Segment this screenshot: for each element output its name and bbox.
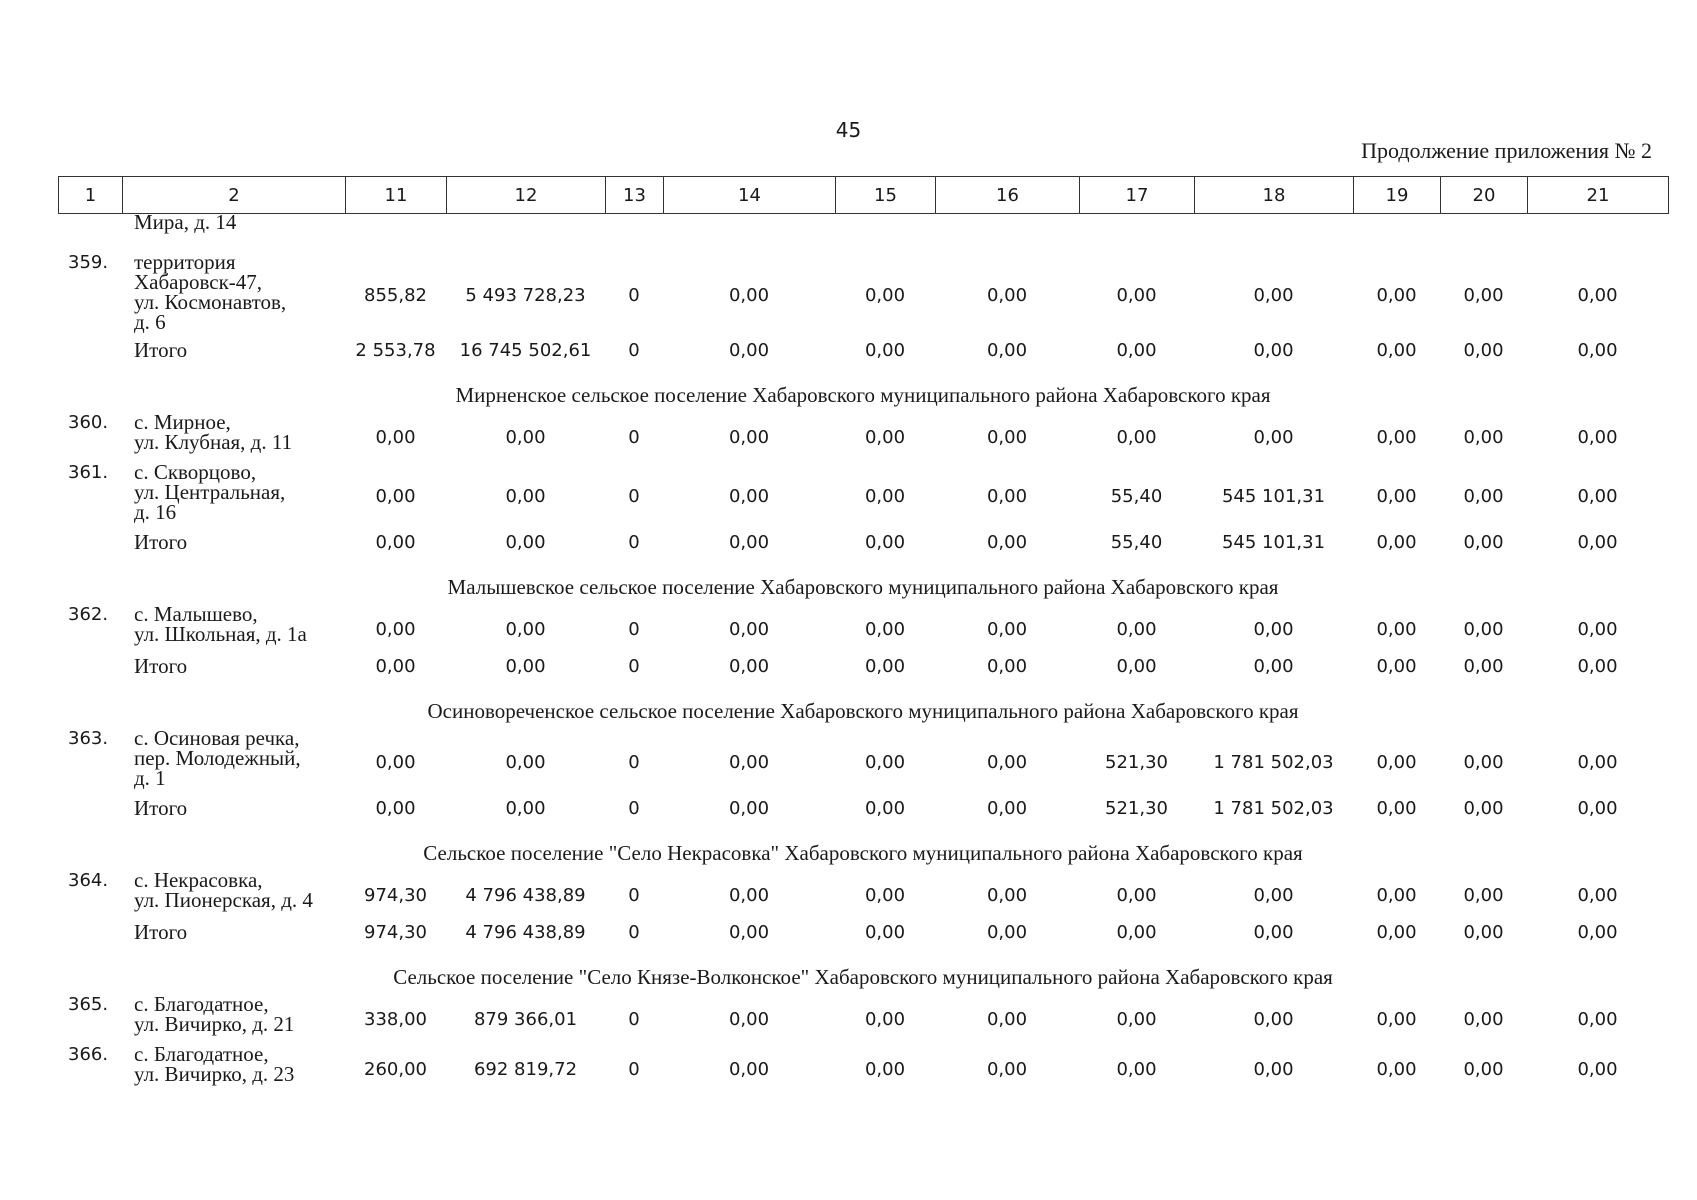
total-row [58, 920, 1668, 960]
value-col-16: 0,00 [986, 1008, 1028, 1030]
table-row [58, 728, 1668, 796]
value-col-12: 879 366,01 [473, 1008, 578, 1030]
value-col-15: 0,00 [864, 340, 906, 361]
section-title: Осиновореченское сельское поселение Хабаровского муниципального района Хабаровского края [427, 698, 1299, 723]
row-number: 360. [68, 412, 109, 433]
row-number: 359. [68, 252, 109, 273]
table-row [58, 870, 1668, 920]
value-col-20: 0,00 [1463, 618, 1504, 640]
value-col-11: 2 553,78 [355, 340, 436, 361]
value-col-17: 55,40 [1110, 532, 1163, 553]
value-col-20: 0,00 [1463, 656, 1504, 677]
value-col-16: 0,00 [986, 656, 1028, 677]
value-col-21: 0,00 [1577, 284, 1618, 306]
value-col-12: 0,00 [505, 532, 546, 553]
value-col-11: 0,00 [375, 532, 416, 553]
value-col-18: 1 781 502,03 [1213, 751, 1334, 773]
section-header-row [58, 836, 1668, 870]
value-col-19: 0,00 [1376, 798, 1417, 819]
table-row [58, 462, 1668, 530]
value-col-21: 0,00 [1577, 532, 1618, 553]
column-header-2: 2 [123, 177, 346, 214]
value-col-16: 0,00 [986, 1058, 1028, 1080]
table-row [58, 994, 1668, 1044]
value-col-15: 0,00 [864, 884, 906, 906]
value-col-21: 0,00 [1577, 485, 1618, 507]
row-number-empty [58, 796, 122, 836]
value-col-21: 0,00 [1577, 1008, 1618, 1030]
value-col-20: 0,00 [1463, 532, 1504, 553]
value-col-12: 5 493 728,23 [465, 284, 586, 306]
value-col-20: 0,00 [1463, 340, 1504, 361]
value-col-11: 260,00 [364, 1058, 427, 1080]
value-col-21: 0,00 [1577, 922, 1618, 943]
value-col-21: 0,00 [1577, 751, 1618, 773]
value-col-13: 0 [628, 426, 640, 448]
value-col-15: 0,00 [864, 922, 906, 943]
appendix-continuation-note: Продолжение приложения № 2 [1361, 138, 1652, 163]
total-row [58, 796, 1668, 836]
value-col-20: 0,00 [1463, 426, 1504, 448]
value-col-18: 0,00 [1253, 656, 1294, 677]
value-col-15: 0,00 [864, 618, 906, 640]
table-row [58, 252, 1668, 338]
value-col-20: 0,00 [1463, 284, 1504, 306]
value-col-12: 0,00 [505, 656, 546, 677]
value-col-18: 0,00 [1253, 426, 1294, 448]
value-col-21: 0,00 [1577, 618, 1618, 640]
column-number-header [58, 176, 1669, 214]
value-col-16: 0,00 [986, 485, 1028, 507]
column-header-11: 11 [346, 177, 447, 214]
value-col-18: 0,00 [1253, 922, 1294, 943]
column-header-15: 15 [836, 177, 936, 214]
row-number-empty [58, 654, 122, 694]
value-col-18: 545 101,31 [1221, 532, 1326, 553]
value-col-13: 0 [628, 751, 640, 773]
total-label: Итого [134, 920, 188, 944]
row-number-empty [58, 530, 122, 570]
value-col-12: 16 745 502,61 [459, 340, 592, 361]
row-number: 366. [68, 1044, 109, 1065]
value-col-13: 0 [628, 884, 640, 906]
value-col-17: 0,00 [1116, 884, 1157, 906]
row-number-empty [58, 338, 122, 378]
value-col-16: 0,00 [986, 884, 1028, 906]
value-col-15: 0,00 [864, 751, 906, 773]
value-col-11: 974,30 [364, 884, 427, 906]
value-col-14: 0,00 [728, 884, 770, 906]
value-col-19: 0,00 [1376, 284, 1417, 306]
value-col-18: 0,00 [1253, 1008, 1294, 1030]
section-title: Малышевское сельское поселение Хабаровского муниципального района Хабаровского края [447, 574, 1279, 599]
value-col-12: 692 819,72 [473, 1058, 578, 1080]
value-col-14: 0,00 [728, 922, 770, 943]
total-label: Итого [134, 796, 188, 820]
value-col-13: 0 [628, 798, 640, 819]
value-col-21: 0,00 [1577, 884, 1618, 906]
column-header-21: 21 [1528, 177, 1669, 214]
data-table [58, 212, 1668, 1094]
value-col-21: 0,00 [1577, 426, 1618, 448]
continuation-address: Мира, д. 14 [134, 210, 237, 234]
total-label: Итого [134, 530, 188, 554]
value-col-14: 0,00 [728, 1058, 770, 1080]
column-header-12: 12 [447, 177, 606, 214]
total-label: Итого [134, 338, 188, 362]
column-header-19: 19 [1354, 177, 1441, 214]
value-col-14: 0,00 [728, 1008, 770, 1030]
column-header-14: 14 [664, 177, 836, 214]
value-col-20: 0,00 [1463, 1058, 1504, 1080]
value-col-17: 521,30 [1105, 751, 1168, 773]
column-header-17: 17 [1080, 177, 1195, 214]
column-header-13: 13 [606, 177, 664, 214]
value-col-15: 0,00 [864, 798, 906, 819]
value-col-17: 521,30 [1105, 798, 1168, 819]
value-col-17: 0,00 [1116, 284, 1157, 306]
value-col-11: 855,82 [364, 284, 427, 306]
value-col-13: 0 [628, 284, 640, 306]
address-cell: с. Благодатное, ул. Вичирко, д. 23 [134, 1042, 295, 1086]
value-col-17: 0,00 [1116, 922, 1157, 943]
value-col-20: 0,00 [1463, 1008, 1504, 1030]
value-col-17: 55,40 [1110, 485, 1163, 507]
value-col-11: 0,00 [375, 798, 416, 819]
value-col-15: 0,00 [864, 1058, 906, 1080]
address-cell: с. Некрасовка, ул. Пионерская, д. 4 [134, 868, 313, 912]
value-col-15: 0,00 [864, 532, 906, 553]
total-row [58, 654, 1668, 694]
value-col-11: 0,00 [375, 751, 416, 773]
value-col-16: 0,00 [986, 922, 1028, 943]
value-col-13: 0 [628, 532, 640, 553]
value-col-11: 0,00 [375, 618, 416, 640]
column-header-18: 18 [1195, 177, 1354, 214]
value-col-11: 0,00 [375, 485, 416, 507]
value-col-16: 0,00 [986, 618, 1028, 640]
value-col-20: 0,00 [1463, 751, 1504, 773]
value-col-12: 0,00 [505, 426, 546, 448]
value-col-14: 0,00 [728, 532, 770, 553]
value-col-15: 0,00 [864, 426, 906, 448]
address-cell: с. Малышево, ул. Школьная, д. 1а [134, 602, 307, 646]
value-col-19: 0,00 [1376, 340, 1417, 361]
value-col-14: 0,00 [728, 798, 770, 819]
value-col-17: 0,00 [1116, 1008, 1157, 1030]
value-col-12: 0,00 [505, 618, 546, 640]
value-col-18: 0,00 [1253, 284, 1294, 306]
value-col-13: 0 [628, 1058, 640, 1080]
value-col-19: 0,00 [1376, 884, 1417, 906]
address-cell: с. Благодатное, ул. Вичирко, д. 21 [134, 992, 295, 1036]
value-col-18: 1 781 502,03 [1213, 798, 1334, 819]
total-row [58, 530, 1668, 570]
section-header-row [58, 378, 1668, 412]
column-header-16: 16 [936, 177, 1080, 214]
value-col-12: 0,00 [505, 485, 546, 507]
value-col-19: 0,00 [1376, 485, 1417, 507]
value-col-16: 0,00 [986, 751, 1028, 773]
value-col-15: 0,00 [864, 284, 906, 306]
value-col-14: 0,00 [728, 618, 770, 640]
table-row [58, 1044, 1668, 1094]
row-number: 361. [68, 462, 109, 483]
value-col-13: 0 [628, 340, 640, 361]
value-col-19: 0,00 [1376, 751, 1417, 773]
header-row [59, 177, 1669, 214]
row-number: 364. [68, 870, 109, 891]
section-header-row [58, 694, 1668, 728]
address-cell: с. Мирное, ул. Клубная, д. 11 [134, 410, 293, 454]
value-col-11: 974,30 [364, 922, 427, 943]
value-col-19: 0,00 [1376, 1008, 1417, 1030]
value-col-21: 0,00 [1577, 340, 1618, 361]
value-col-13: 0 [628, 1008, 640, 1030]
column-header-1: 1 [59, 177, 123, 214]
value-col-15: 0,00 [864, 1008, 906, 1030]
value-col-21: 0,00 [1577, 1058, 1618, 1080]
value-col-11: 0,00 [375, 426, 416, 448]
value-col-12: 0,00 [505, 751, 546, 773]
value-col-13: 0 [628, 618, 640, 640]
value-col-19: 0,00 [1376, 922, 1417, 943]
column-header-20: 20 [1441, 177, 1528, 214]
value-col-19: 0,00 [1376, 656, 1417, 677]
continuation-row [58, 212, 1668, 252]
value-col-17: 0,00 [1116, 340, 1157, 361]
section-title: Мирненское сельское поселение Хабаровского муниципального района Хабаровского края [455, 382, 1271, 407]
value-col-19: 0,00 [1376, 532, 1417, 553]
total-label: Итого [134, 654, 188, 678]
row-number: 363. [68, 728, 109, 749]
section-header-row [58, 570, 1668, 604]
value-col-18: 0,00 [1253, 618, 1294, 640]
value-col-14: 0,00 [728, 656, 770, 677]
value-col-17: 0,00 [1116, 1058, 1157, 1080]
value-col-20: 0,00 [1463, 884, 1504, 906]
value-col-18: 0,00 [1253, 1058, 1294, 1080]
value-col-13: 0 [628, 656, 640, 677]
value-col-16: 0,00 [986, 340, 1028, 361]
value-col-15: 0,00 [864, 656, 906, 677]
value-col-16: 0,00 [986, 798, 1028, 819]
value-col-20: 0,00 [1463, 798, 1504, 819]
value-col-12: 0,00 [505, 798, 546, 819]
address-cell: с. Скворцово, ул. Центральная, д. 16 [134, 460, 286, 524]
value-col-14: 0,00 [728, 340, 770, 361]
value-col-12: 4 796 438,89 [465, 884, 586, 906]
value-col-21: 0,00 [1577, 656, 1618, 677]
value-col-14: 0,00 [728, 751, 770, 773]
page-number: 45 [835, 118, 862, 142]
table-row [58, 412, 1668, 462]
value-col-17: 0,00 [1116, 618, 1157, 640]
section-title: Сельское поселение "Село Князе-Волконское" Хабаровского муниципального района Хабаровского края [393, 964, 1333, 989]
value-col-19: 0,00 [1376, 426, 1417, 448]
value-col-12: 4 796 438,89 [465, 922, 586, 943]
value-col-18: 545 101,31 [1221, 485, 1326, 507]
value-col-19: 0,00 [1376, 1058, 1417, 1080]
value-col-11: 338,00 [364, 1008, 427, 1030]
table-row [58, 604, 1668, 654]
value-col-21: 0,00 [1577, 798, 1618, 819]
value-col-18: 0,00 [1253, 340, 1294, 361]
section-title: Сельское поселение "Село Некрасовка" Хабаровского муниципального района Хабаровского края [423, 840, 1303, 865]
value-col-13: 0 [628, 922, 640, 943]
value-col-19: 0,00 [1376, 618, 1417, 640]
value-col-17: 0,00 [1116, 426, 1157, 448]
address-cell: территория Хабаровск-47, ул. Космонавтов, д. 6 [134, 250, 287, 334]
row-number: 362. [68, 604, 109, 625]
value-col-17: 0,00 [1116, 656, 1157, 677]
row-number-empty [58, 920, 122, 960]
section-header-row [58, 960, 1668, 994]
value-col-20: 0,00 [1463, 922, 1504, 943]
value-col-13: 0 [628, 485, 640, 507]
value-col-20: 0,00 [1463, 485, 1504, 507]
value-col-16: 0,00 [986, 426, 1028, 448]
value-col-15: 0,00 [864, 485, 906, 507]
value-col-18: 0,00 [1253, 884, 1294, 906]
value-col-16: 0,00 [986, 284, 1028, 306]
value-col-14: 0,00 [728, 426, 770, 448]
address-cell: с. Осиновая речка, пер. Молодежный, д. 1 [134, 726, 301, 790]
value-col-16: 0,00 [986, 532, 1028, 553]
value-col-14: 0,00 [728, 485, 770, 507]
value-col-14: 0,00 [728, 284, 770, 306]
value-col-11: 0,00 [375, 656, 416, 677]
row-number: 365. [68, 994, 109, 1015]
total-row [58, 338, 1668, 378]
